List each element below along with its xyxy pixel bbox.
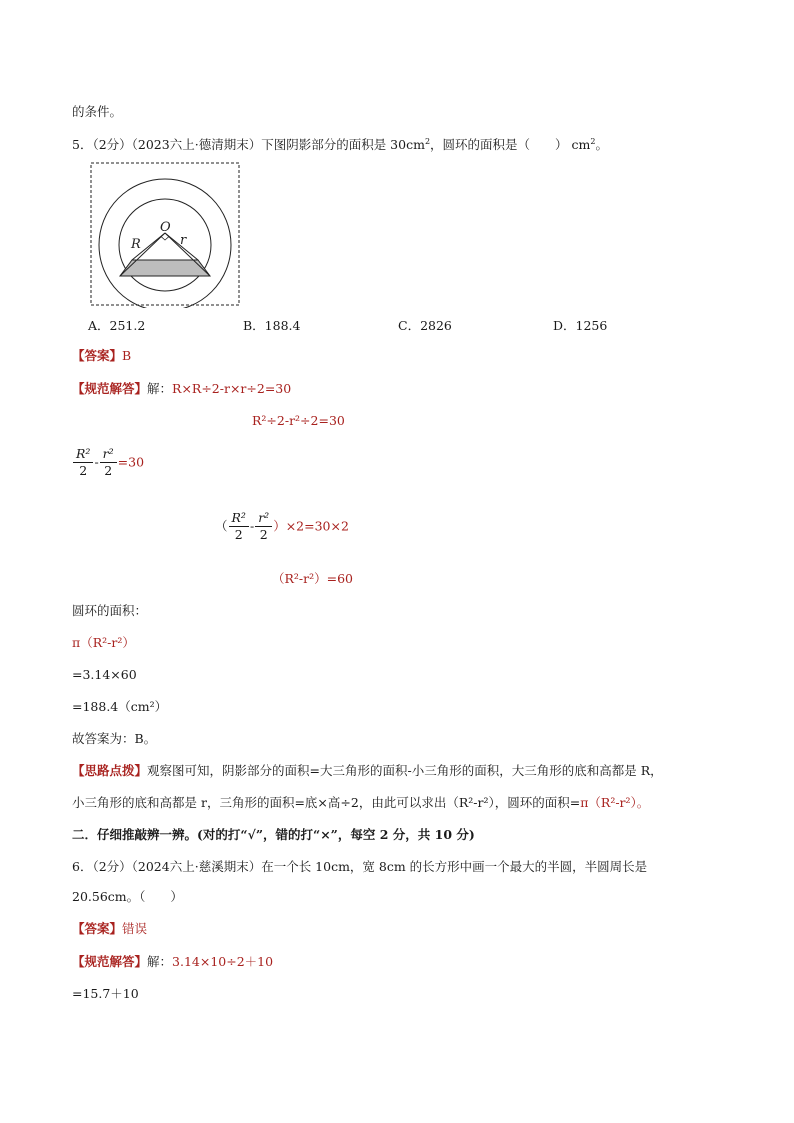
q5-ring-formula: π（R²-r²） [72, 635, 135, 650]
q5-hint-line1: 【思路点拨】观察图可知，阴影部分的面积=大三角形的面积-小三角形的面积，大三角形的底和高都是 R， [72, 763, 663, 778]
section-heading: 二．仔细推敲辨一辨。(对的打“√”，错的打“×”，每空 2 分，共 10 分) [72, 827, 475, 842]
label-r: r [180, 233, 187, 248]
q5-ring-step1: =3.14×60 [72, 667, 137, 682]
q5-hint-line2: 小三角形的底和高都是 r，三角形的面积=底×高÷2，由此可以求出（R²-r²），圆环的面积=π（R²-r²）。 [72, 795, 650, 810]
q5-stem: 5．（2分）（2023六上·德清期末）下图阴影部分的面积是 $30cm^2$，圆环的面积是（ ） $cm^2$。 [72, 136, 608, 152]
option-d[interactable]: D．1256 [553, 318, 608, 333]
q5-solution-line4: （ $\frac{\text{R²}}{2}$ - $\frac{\text{r²}}{2}$ ）×2=30×2 [215, 510, 349, 543]
option-b[interactable]: B．188.4 [243, 318, 301, 333]
q5-solution-line5: （R²-r²）=60 [272, 571, 354, 586]
q5-solution-line1: 【规范解答】解：R×R÷2-r×r÷2=30 [72, 381, 292, 396]
q5-ring-label: 圆环的面积： [72, 603, 148, 618]
option-c[interactable]: C．2826 [398, 318, 452, 333]
q5-ring-step2: =188.4（cm²） [72, 699, 168, 714]
q6-stem-line2: 20.56cm。（ ） [72, 889, 183, 904]
q5-figure [90, 162, 242, 308]
label-R: R [131, 237, 141, 252]
shaded-region [120, 260, 210, 276]
q5-solution-line2: R²÷2-r²÷2=30 [252, 413, 345, 428]
q6-stem-line1: 6．（2分）（2024六上·慈溪期末）在一个长 10cm，宽 8cm 的长方形中画一个最大的半圆，半圆周长是 [72, 859, 648, 874]
q5-answer: 【答案】B [72, 348, 132, 363]
q6-solution-line2: =15.7＋10 [72, 986, 139, 1001]
q5-conclusion: 故答案为：B。 [72, 731, 157, 746]
q5-solution-line3: $\frac{\text{R²}}{2}$ - $\frac{\text{r²}}{2}$ =30 [72, 446, 144, 480]
option-a[interactable]: A．251.2 [88, 318, 146, 333]
q6-answer: 【答案】错误 [72, 921, 148, 936]
label-O: O [160, 220, 171, 235]
previous-question-tail: 的条件。 [72, 104, 123, 119]
q6-solution-line1: 【规范解答】解：3.14×10÷2＋10 [72, 954, 274, 969]
